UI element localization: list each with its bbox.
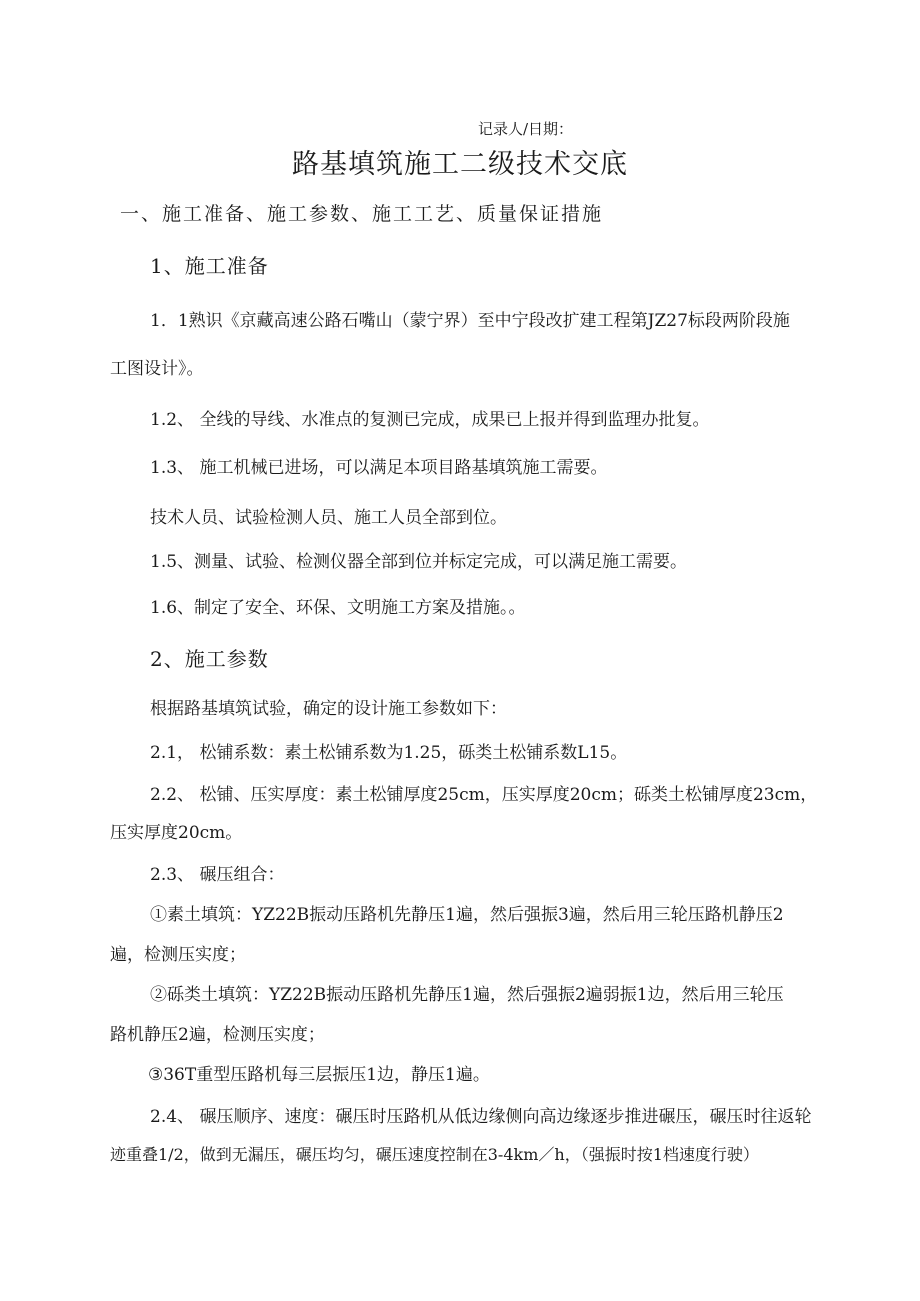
combo-2-line2: 路机静压2遍，检测压实度； xyxy=(110,1025,325,1045)
section-heading: 一、施工准备、施工参数、施工工艺、质量保证措施 xyxy=(120,203,604,225)
combo-1-line1: ①素土填筑：YZ22B振动压路机先静压1遍，然后强振3遍，然后用三轮压路机静压2 xyxy=(150,905,784,925)
subsection-heading-prep: 1、施工准备 xyxy=(150,254,269,278)
para-2-4-line2: 迹重叠1/2，做到无漏压，碾压均匀，碾压速度控制在3-4km／h，（强振时按1档速度行驶） xyxy=(110,1145,759,1164)
para-1-5: 1.5、测量、试验、检测仪器全部到位并标定完成，可以满足施工需要。 xyxy=(150,552,688,572)
page-title: 路基填筑施工二级技术交底 xyxy=(292,149,628,180)
para-2-1: 2.1， 松铺系数：素土松铺系数为1.25，砾类土松铺系数L15。 xyxy=(150,743,628,763)
combo-1-line2: 遍，检测压实度； xyxy=(110,945,246,965)
combo-2-line1: ②砾类土填筑：YZ22B振动压路机先静压1遍，然后强振2遍弱振1边，然后用三轮压 xyxy=(150,985,784,1005)
para-1-6: 1.6、制定了安全、环保、文明施工方案及措施。。 xyxy=(150,598,526,618)
para-1-3: 1.3、 施工机械已进场，可以满足本项目路基填筑施工需要。 xyxy=(150,458,608,478)
para-2-3: 2.3、 碾压组合： xyxy=(150,865,285,885)
subsection-heading-params: 2、施工参数 xyxy=(150,647,269,671)
recorder-date-label: 记录人/日期： xyxy=(478,120,574,138)
para-2-4-line1: 2.4、 碾压顺序、速度：碾压时压路机从低边缘侧向高边缘逐步推进碾压，碾压时往返轮 xyxy=(150,1107,812,1127)
para-1-1-line1: 1．1熟识《京藏高速公路石嘴山（蒙宁界）至中宁段改扩建工程第JZ27标段两阶段施 xyxy=(150,311,790,331)
para-2-2-line1: 2.2、 松铺、压实厚度：素土松铺厚度25cm，压实厚度20cm；砾类土松铺厚度23cm， xyxy=(150,785,818,805)
combo-3: ③36T重型压路机每三层振压1边，静压1遍。 xyxy=(148,1065,490,1085)
para-1-2: 1.2、 全线的导线、水准点的复测已完成，成果已上报并得到监理办批复。 xyxy=(150,410,710,430)
params-intro: 根据路基填筑试验，确定的设计施工参数如下： xyxy=(150,699,507,719)
para-2-2-line2: 压实厚度20cm。 xyxy=(110,823,243,843)
para-1-4: 技术人员、试验检测人员、施工人员全部到位。 xyxy=(150,508,507,528)
para-1-1-line2: 工图设计》。 xyxy=(110,359,204,379)
